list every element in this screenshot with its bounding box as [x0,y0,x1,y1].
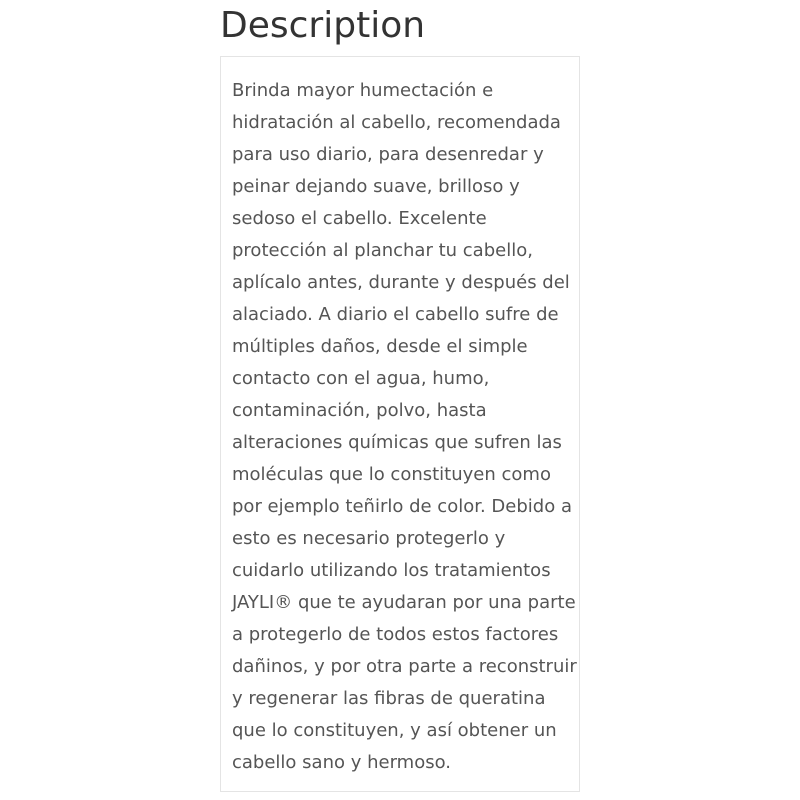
description-line: por ejemplo teñirlo de color. Debido a [232,496,572,517]
description-line: cabello sano y hermoso. [232,752,451,773]
description-line: JAYLI® que te ayudaran por una parte [232,592,576,613]
description-box [220,56,580,792]
description-line: hidratación al cabello, recomendada [232,112,561,133]
description-line: cuidarlo utilizando los tratamientos [232,560,551,581]
description-line: peinar dejando suave, brilloso y [232,176,520,197]
description-line: contacto con el agua, humo, [232,368,490,389]
description-line: protección al planchar tu cabello, [232,240,533,261]
description-line: sedoso el cabello. Excelente [232,208,487,229]
description-line: aplícalo antes, durante y después del [232,272,570,293]
description-line: contaminación, polvo, hasta [232,400,487,421]
description-line: a protegerlo de todos estos factores [232,624,559,645]
description-line: múltiples daños, desde el simple [232,336,528,357]
description-line: moléculas que lo constituyen como [232,464,551,485]
description-line: Brinda mayor humectación e [232,80,494,101]
description-line: esto es necesario protegerlo y [232,528,506,549]
section-title: Description [220,5,426,46]
description-line: y regenerar las fibras de queratina [232,688,546,709]
description-text [232,75,577,779]
description-line: dañinos, y por otra parte a reconstruir [232,656,577,677]
description-line: alaciado. A diario el cabello sufre de [232,304,559,325]
description-line: para uso diario, para desenredar y [232,144,544,165]
description-line: que lo constituyen, y así obtener un [232,720,557,741]
description-line: alteraciones químicas que sufren las [232,432,562,453]
